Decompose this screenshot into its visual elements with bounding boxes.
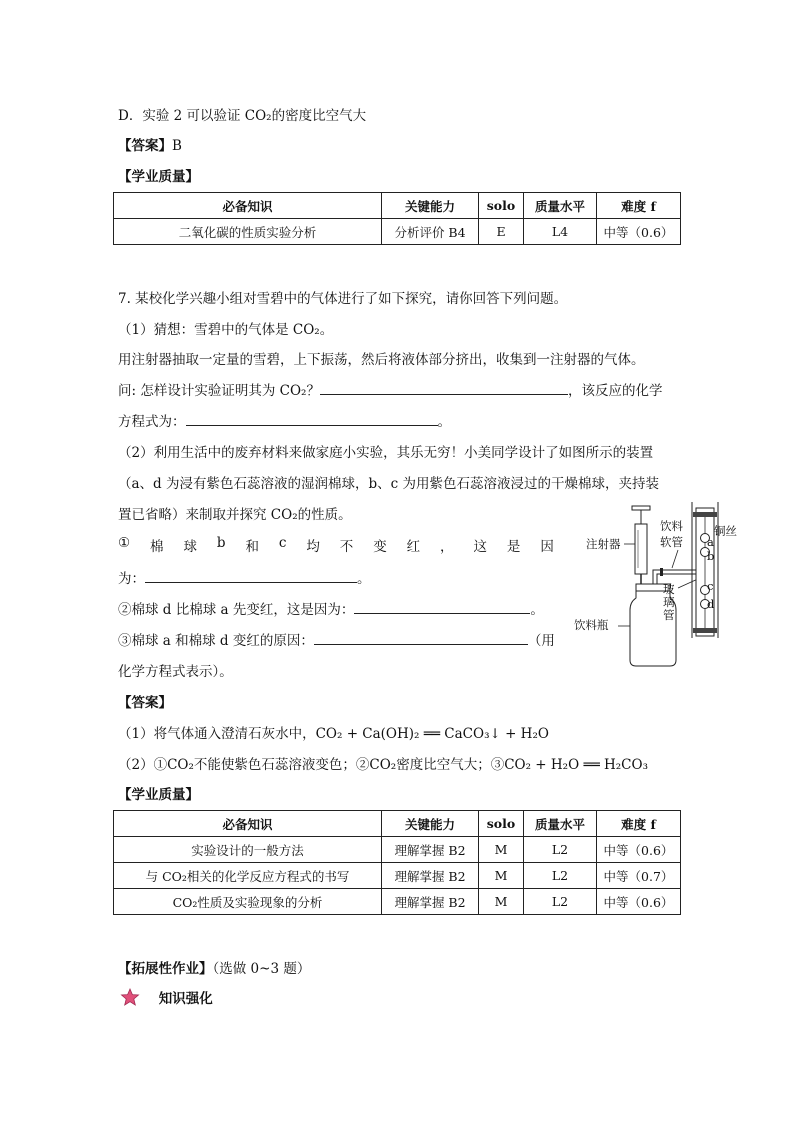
char: 是 — [506, 539, 521, 555]
header-cell: solo — [479, 193, 524, 219]
q7-2-sub1-answer — [118, 567, 371, 587]
label-syringe: 注射器 — [586, 537, 621, 551]
answer2-label: 【答案】 — [118, 695, 172, 711]
table-cell: L2 — [524, 863, 597, 889]
leader-soft-tube — [672, 550, 678, 568]
q7-2-sub2 — [118, 598, 544, 618]
char: 球 — [183, 539, 197, 555]
q7-1-equation — [118, 410, 451, 430]
q7-1-ask-text-b: ，该反应的化学 — [567, 383, 663, 399]
header-cell: 难度 f — [597, 193, 681, 219]
answer1-label: 【答案】 — [118, 138, 172, 154]
tube-stopper-bottom — [693, 628, 717, 633]
star-icon — [120, 988, 140, 1006]
q7-2-line1: （2）利用生活中的废弃材料来做家庭小实验，其乐无穷！小美同学设计了如图所示的装置 — [118, 445, 654, 461]
option-d: D．实验 2 可以验证 CO₂的密度比空气大 — [118, 108, 367, 124]
tube-stopper-top — [693, 512, 717, 517]
q7-2-s2-end: 。 — [530, 602, 544, 618]
q7-2-s1-end: 。 — [357, 571, 371, 587]
label-glass-tube-3: 管 — [663, 608, 675, 622]
label-soft-tube-1: 饮料 — [660, 519, 683, 533]
answer-blank[interactable] — [320, 380, 568, 395]
char: c — [278, 535, 287, 551]
q7-2-sub3-cont: 化学方程式表示）。 — [118, 664, 233, 680]
label-a: a — [707, 535, 714, 549]
table-cell: E — [479, 219, 524, 245]
header-cell: 质量水平 — [524, 811, 597, 837]
table-cell: 中等（0.6） — [597, 219, 681, 245]
char: 红 — [406, 539, 421, 555]
answer2-line1: （1）将气体通入澄清石灰水中，CO₂ + Ca(OH)₂ ══ CaCO₃↓ + H₂O — [118, 726, 549, 742]
table-cell: 理解掌握 B2 — [382, 863, 479, 889]
syringe-barrel — [635, 524, 647, 574]
char: 变 — [373, 539, 387, 555]
table-cell: M — [479, 837, 524, 863]
table-row — [114, 863, 681, 889]
q7-2-line2: （a、d 为浸有紫色石蕊溶液的湿润棉球，b、c 为用紫色石蕊溶液浸过的干燥棉球，夹持装 — [118, 476, 659, 492]
char: ， — [440, 539, 454, 555]
q7-1-ask — [118, 379, 662, 399]
table-cell: 中等（0.7） — [597, 863, 681, 889]
ext-note: （选做 0~3 题） — [212, 961, 311, 977]
star-shape — [122, 989, 139, 1005]
q7-1-eq-label: 方程式为： — [118, 414, 186, 430]
table-cell: L2 — [524, 837, 597, 863]
answer-blank[interactable] — [354, 599, 530, 614]
q7-2-sub1-line — [118, 535, 554, 555]
answer2-line2: （2）①CO₂不能使紫色石蕊溶液变色；②CO₂密度比空气大；③CO₂ + H₂O ══ H₂CO₃ — [118, 757, 648, 773]
table-cell: 理解掌握 B2 — [382, 837, 479, 863]
table-cell: 分析评价 B4 — [382, 219, 479, 245]
table-cell: 中等（0.6） — [597, 889, 681, 915]
table-cell: L4 — [524, 219, 597, 245]
q7-2-s3-end: （用 — [527, 633, 555, 649]
header-cell: 必备知识 — [114, 811, 382, 837]
table-row — [114, 889, 681, 915]
char: ① — [118, 535, 131, 551]
quality-table-2 — [113, 810, 681, 915]
quality2-label: 【学业质量】 — [118, 787, 199, 803]
table-header-row — [114, 193, 681, 219]
label-copper-1: 铜丝 — [714, 524, 737, 538]
table-header-row — [114, 811, 681, 837]
header-cell: 必备知识 — [114, 193, 382, 219]
label-glass-tube-2: 璃 — [663, 595, 675, 609]
table-cell: M — [479, 863, 524, 889]
char: 不 — [339, 539, 354, 555]
answer-blank[interactable] — [145, 568, 357, 583]
table-cell: M — [479, 889, 524, 915]
char: 这 — [473, 539, 487, 555]
quality1-label: 【学业质量】 — [118, 169, 199, 185]
syringe-plunger-head — [632, 506, 650, 510]
table-cell: L2 — [524, 889, 597, 915]
quality-table-1 — [113, 192, 681, 245]
q7-1-ask-text: 问: 怎样设计实验证明其为 CO₂？ — [118, 383, 320, 399]
table-cell: 中等（0.6） — [597, 837, 681, 863]
answer-blank[interactable] — [314, 630, 528, 645]
table-cell: CO₂性质及实验现象的分析 — [114, 889, 382, 915]
knowledge-heading — [120, 987, 213, 1007]
extension-heading — [118, 957, 310, 977]
q7-2-s3-text: ③棉球 a 和棉球 d 变红的原因： — [118, 633, 314, 649]
label-d: d — [707, 597, 715, 611]
table-cell: 理解掌握 B2 — [382, 889, 479, 915]
label-c: c — [707, 579, 714, 593]
q7-2-s2-text: ②棉球 d 比棉球 a 先变红，这是因为： — [118, 602, 355, 618]
label-bottle: 饮料瓶 — [574, 618, 609, 632]
char: 和 — [245, 539, 259, 555]
ext-title: 【拓展性作业】 — [118, 961, 213, 977]
q7-1-desc: 用注射器抽取一定量的雪碧，上下振荡，然后将液体部分挤出，收集到一注射器的气体。 — [118, 352, 645, 368]
q7-1-eq-end: 。 — [437, 414, 451, 430]
answer1 — [118, 134, 182, 154]
q7-2-line3: 置已省略）来制取并探究 CO₂的性质。 — [118, 507, 352, 523]
knowledge-title: 知识强化 — [158, 991, 213, 1007]
q7-2-s1-label: 为： — [118, 571, 145, 587]
header-cell: 质量水平 — [524, 193, 597, 219]
tube-clamp — [660, 568, 663, 576]
table-cell: 与 CO₂相关的化学反应方程式的书写 — [114, 863, 382, 889]
header-cell: 关键能力 — [382, 193, 479, 219]
header-cell: solo — [479, 811, 524, 837]
label-glass-tube-1: 玻 — [663, 582, 675, 596]
apparatus-diagram — [560, 498, 760, 670]
q7-1-guess: （1）猜想：雪碧中的气体是 CO₂。 — [118, 322, 334, 338]
char: 棉 — [150, 539, 164, 555]
label-b: b — [707, 549, 715, 563]
header-cell: 关键能力 — [382, 811, 479, 837]
char: b — [216, 535, 226, 551]
q7-2-sub3 — [118, 629, 555, 649]
table-cell: 实验设计的一般方法 — [114, 837, 382, 863]
char: 因 — [540, 539, 554, 555]
table-row — [114, 219, 681, 245]
label-soft-tube-2: 软管 — [660, 535, 683, 549]
table-row — [114, 837, 681, 863]
answer1-value: B — [172, 138, 182, 154]
answer-blank[interactable] — [186, 411, 438, 426]
table-cell: 二氧化碳的性质实验分析 — [114, 219, 382, 245]
q7-title: 7. 某校化学兴趣小组对雪碧中的气体进行了如下探究，请你回答下列问题。 — [118, 291, 568, 307]
header-cell: 难度 f — [597, 811, 681, 837]
char: 均 — [306, 539, 320, 555]
